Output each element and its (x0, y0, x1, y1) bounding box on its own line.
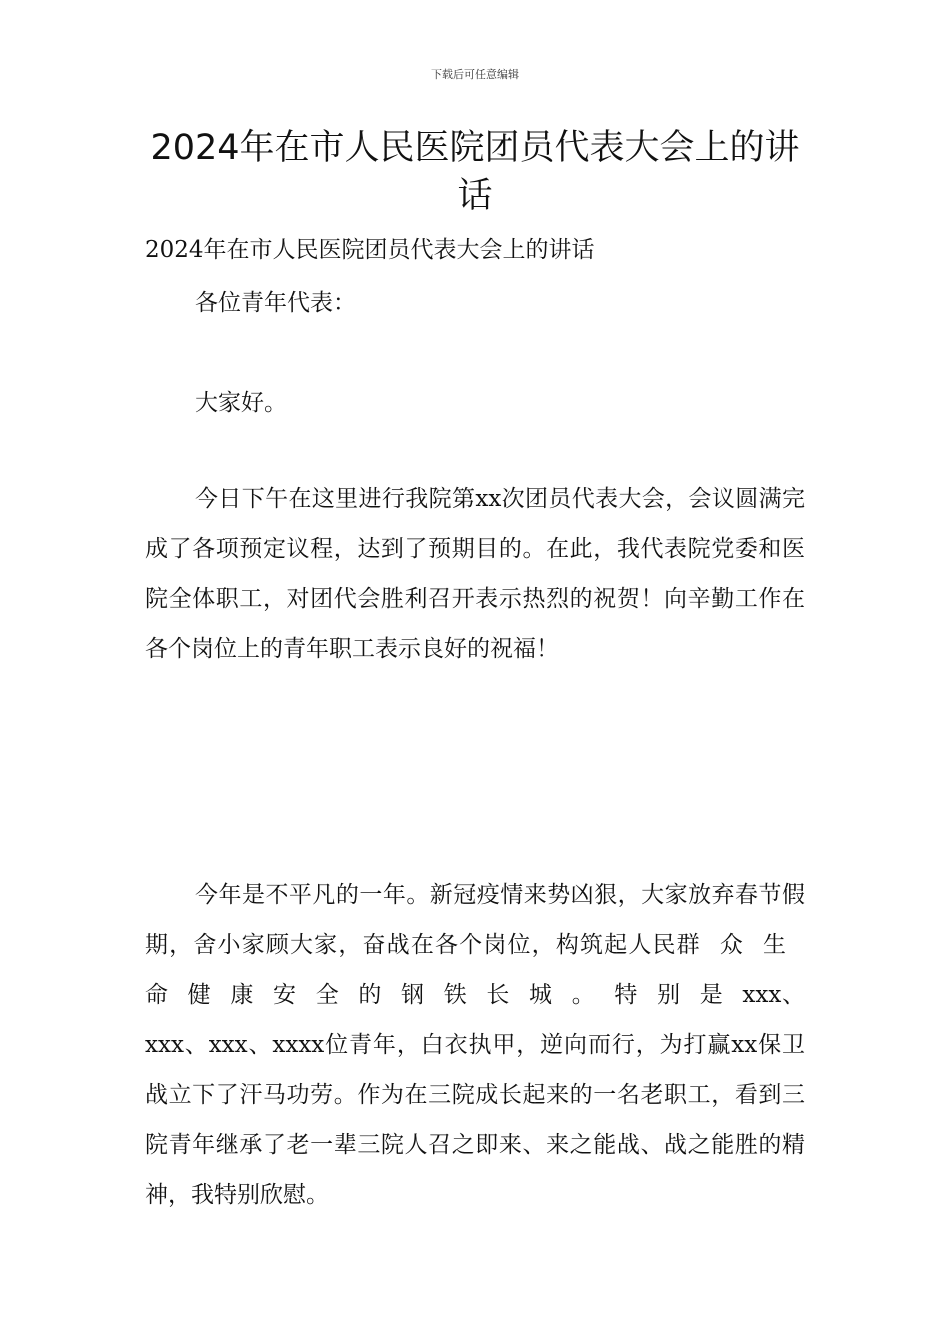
header-note: 下载后可任意编辑 (431, 68, 519, 81)
body-paragraph-2 (145, 870, 805, 1220)
hello-paragraph: 大家好。 (195, 390, 287, 416)
greeting-paragraph: 各位青年代表： (195, 290, 356, 316)
body-paragraph-2-part-c: xxx、xxx、xxx、xxxx位青年，白衣执甲，逆向而行，为打赢xx保卫战立下了汗马功劳。作为在三院成长起来的一名老职工，看到三院青年继承了老一辈三院人召之即来、来之能战、战之能胜的精神，我特别欣慰。 (145, 982, 805, 1208)
body-paragraph-2-part-a: 今年是不平凡的一年。新冠疫情来势凶狠，大家放弃春节假期，舍小家顾大家，奋战在各个岗位，构筑起人民 (145, 882, 805, 958)
body-paragraph-2-part-b: 群众生命健康安全的钢铁长城。特别是 (145, 932, 806, 1008)
body-paragraph-1: 今日下午在这里进行我院第xx次团员代表大会，会议圆满完成了各项预定议程，达到了预期目的。在此，我代表院党委和医院全体职工，对团代会胜利召开表示热烈的祝贺！向辛勤工作在各个岗位上的青年职工表示良好的祝福！ (145, 486, 805, 662)
document-subtitle: 2024年在市人民医院团员代表大会上的讲话 (145, 237, 595, 263)
document-title: 2024年在市人民医院团员代表大会上的讲话 (150, 128, 800, 216)
